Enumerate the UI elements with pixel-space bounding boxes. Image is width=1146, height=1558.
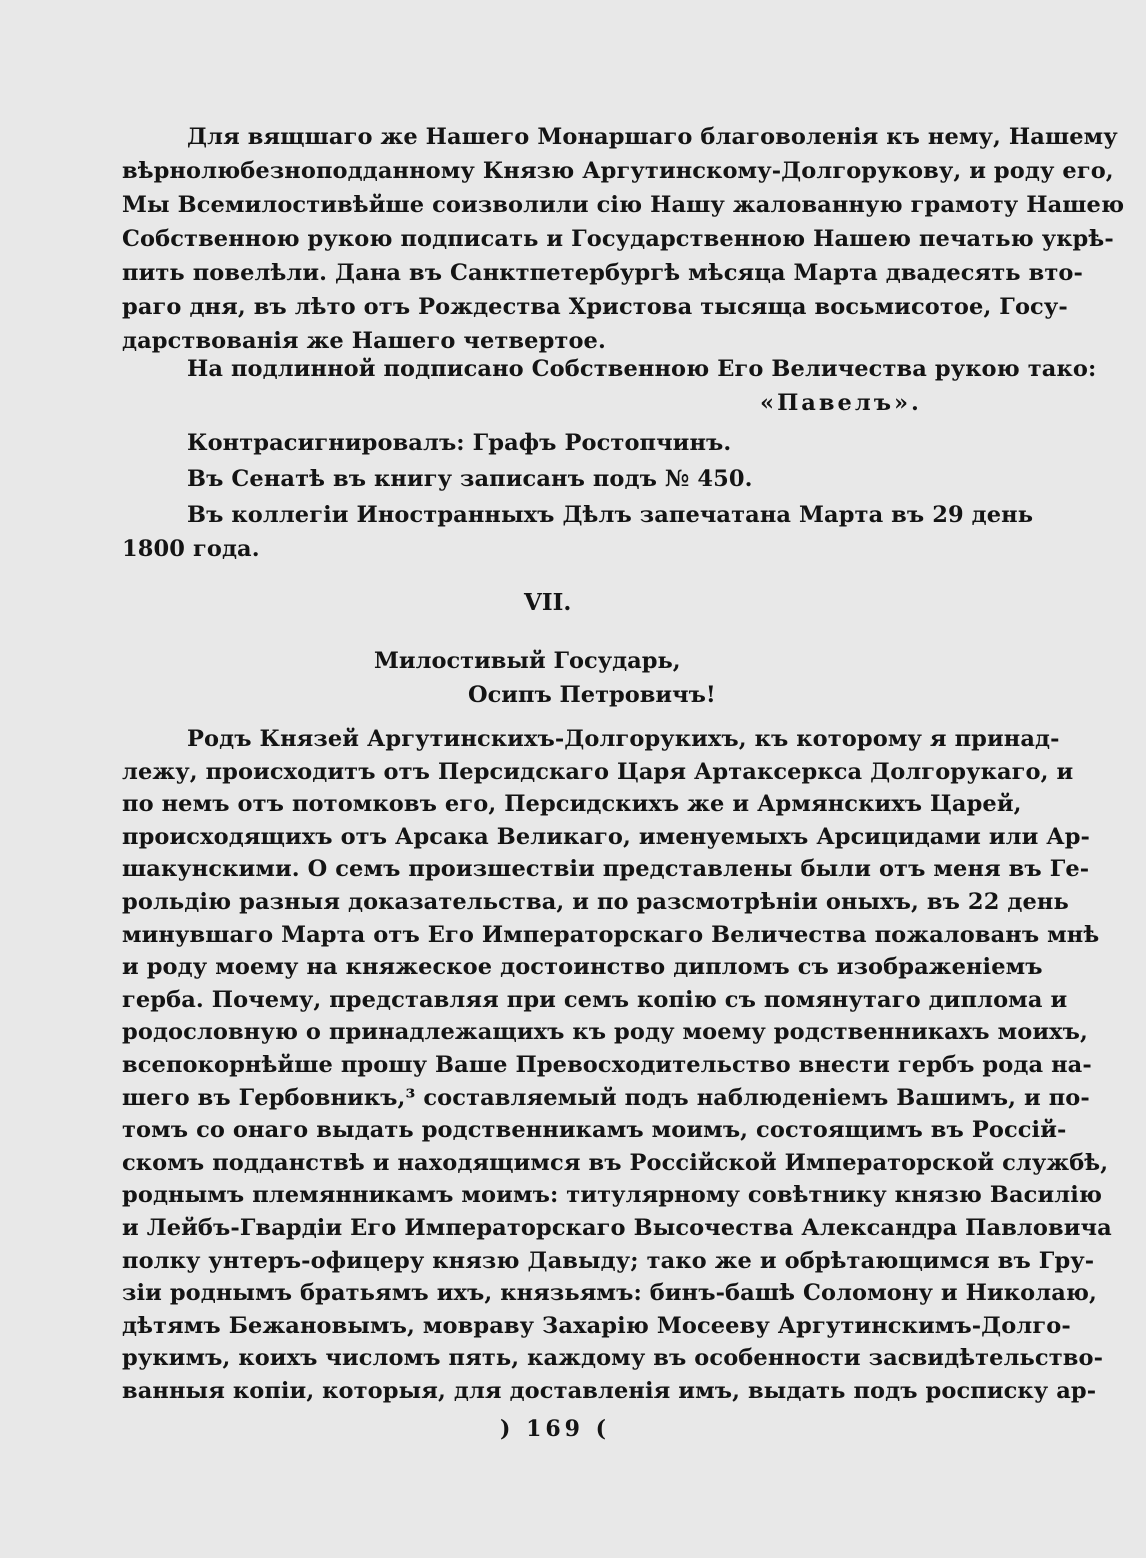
text-line: по немъ отъ потомковъ его, Персидскихъ же и Армянскихъ Царей, [122, 791, 1022, 818]
text-line: Мы Всемилостивѣйше соизволили сію Нашу жалованную грамоту Нашею [122, 192, 1125, 218]
text-line: Собственною рукою подписать и Государственною Нашею печатью укрѣ- [122, 226, 1114, 252]
text-line: шего въ Гербовникъ,³ составляемый подъ наблюденіемъ Вашимъ, и по- [122, 1084, 1090, 1111]
senate-line: Въ Сенатѣ въ книгу записанъ подъ № 450. [187, 466, 753, 492]
text-line: роднымъ племянникамъ моимъ: титулярному совѣтнику князю Василію [122, 1182, 1103, 1209]
text-line: раго дня, въ лѣто отъ Рождества Христова тысяща восьмисотое, Госу- [122, 294, 1068, 320]
text-line: скомъ подданствѣ и находящимся въ Россійской Императорской службѣ, [122, 1149, 1109, 1176]
text-line: Родъ Князей Аргутинскихъ-Долгорукихъ, къ которому я принад- [187, 726, 1060, 752]
page-number: ) 169 ( [500, 1416, 611, 1442]
text-line: происходящихъ отъ Арсака Великаго, именуемыхъ Арсицидами или Ар- [122, 823, 1090, 850]
text-line: герба. Почему, представляя при семъ копію съ помянутаго диплома и [122, 986, 1068, 1013]
text-line: лежу, происходитъ отъ Персидскаго Царя Артаксеркса Долгорукаго, и [122, 758, 1074, 785]
salutation-line: Милостивый Государь, [374, 648, 681, 674]
countersign-line: Контрасигнировалъ: Графъ Ростопчинъ. [187, 430, 732, 456]
text-line: зіи роднымъ братьямъ ихъ, князьямъ: бинъ-башѣ Соломону и Николаю, [122, 1280, 1097, 1307]
text-line: рольдію разныя доказательства, и по разсмотрѣніи оныхъ, въ 22 день [122, 889, 1069, 915]
text-line: родословную о принадлежащихъ къ роду моему родственникахъ моихъ, [122, 1019, 1088, 1046]
text-line: Для вящшаго же Нашего Монаршаго благоволенія къ нему, Нашему [187, 124, 1118, 150]
text-line: дѣтямъ Бежановымъ, мовраву Захарію Мосееву Аргутинскимъ-Долго- [122, 1312, 1071, 1339]
text-line: и Лейбъ-Гвардіи Его Императорскаго Высочества Александра Павловича [122, 1215, 1112, 1241]
salutation-line: Осипъ Петровичъ! [468, 682, 716, 708]
text-line: и роду моему на княжеское достоинство дипломъ съ изображеніемъ [122, 954, 1043, 981]
text-line: томъ со онаго выдать родственникамъ моимъ, состоящимъ въ Россій- [122, 1117, 1067, 1144]
text-line: рукимъ, коихъ числомъ пять, каждому въ особенности засвидѣтельство- [122, 1345, 1104, 1372]
text-line: шакунскими. О семъ произшествіи представлены были отъ меня въ Ге- [122, 856, 1090, 883]
text-line: всепокорнѣйше прошу Ваше Превосходительство внести гербъ рода на- [122, 1052, 1092, 1078]
signature: «Павелъ». [760, 390, 922, 416]
text-line: минувшаго Марта отъ Его Императорскаго Величества пожалованъ мнѣ [122, 921, 1100, 948]
text-line: вѣрнолюбезноподданному Князю Аргутинскому-Долгорукову, и роду его, [122, 158, 1114, 184]
text-line: ванныя копіи, которыя, для доставленія имъ, выдать подъ росписку ар- [122, 1378, 1097, 1404]
college-line: Въ коллегіи Иностранныхъ Дѣлъ запечатана Марта въ 29 день [187, 502, 1034, 528]
signature-intro: На подлинной подписано Собственною Его Величества рукою тако: [187, 356, 1097, 382]
text-line: дарствованія же Нашего четвертое. [122, 328, 606, 354]
college-line: 1800 года. [122, 536, 260, 562]
text-line: пить повелѣли. Дана въ Санктпетербургѣ мѣсяца Марта двадесять вто- [122, 260, 1083, 286]
text-line: полку унтеръ-офицеру князю Давыду; тако же и обрѣтающимся въ Гру- [122, 1247, 1095, 1274]
section-number: VII. [524, 589, 572, 616]
